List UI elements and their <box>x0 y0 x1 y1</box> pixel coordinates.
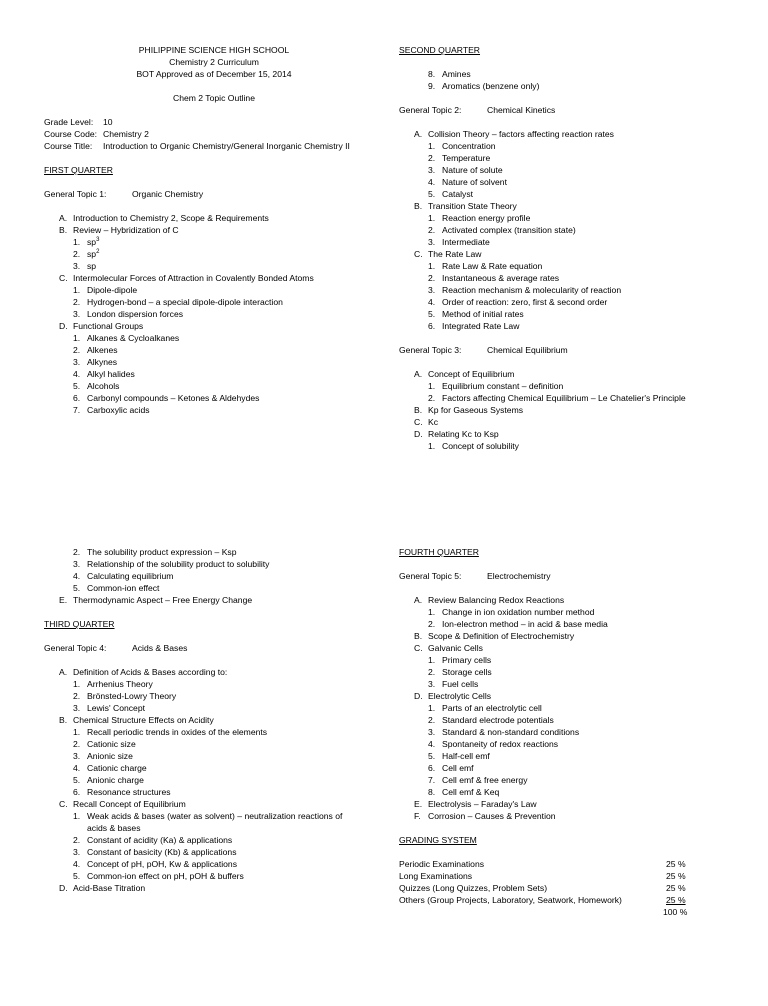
list-text: Brönsted-Lowry Theory <box>87 691 177 701</box>
sub-list-item <box>399 786 739 798</box>
approval-line: BOT Approved as of December 15, 2014 <box>136 69 292 79</box>
sub-list-item <box>44 762 384 774</box>
list-marker: 1. <box>73 811 81 821</box>
list-text: Concentration <box>442 141 496 151</box>
list-text: Lewis' Concept <box>87 703 146 713</box>
course-info-row: Course Code: Chemistry 2 <box>44 129 149 139</box>
sub-list-item <box>44 558 384 570</box>
topic-4-heading: General Topic 4: Acids & Bases <box>44 643 188 653</box>
list-text: Amines <box>442 69 471 79</box>
list-text: Method of initial rates <box>442 309 524 319</box>
list-marker: 1. <box>428 703 436 713</box>
list-marker: 7. <box>428 775 436 785</box>
sub-list-item <box>44 380 384 392</box>
sub-list-item <box>44 368 384 380</box>
list-text: Intermediate <box>442 237 490 247</box>
sub-list-item <box>399 714 739 726</box>
third-quarter-heading: THIRD QUARTER <box>44 619 115 629</box>
list-text: Cationic size <box>87 739 136 749</box>
list-marker: F. <box>414 811 421 821</box>
list-text: Kp for Gaseous Systems <box>428 405 524 415</box>
list-marker: 1. <box>73 237 81 247</box>
sub-list-item <box>399 188 739 200</box>
sub-list-item <box>399 606 739 618</box>
list-text: Review Balancing Redox Reactions <box>428 595 565 605</box>
sub-list-item <box>399 392 739 404</box>
list-text: Half-cell emf <box>442 751 490 761</box>
sub-list-item <box>399 750 739 762</box>
first-quarter-heading: FIRST QUARTER <box>44 165 113 175</box>
sub-list-item <box>44 236 384 248</box>
list-item <box>44 272 384 284</box>
sub-list-item <box>399 212 739 224</box>
list-item <box>44 666 384 678</box>
list-marker: C. <box>414 249 423 259</box>
list-marker: 5. <box>428 751 436 761</box>
list-marker: 2. <box>73 249 81 259</box>
list-marker: D. <box>59 883 68 893</box>
list-marker: 2. <box>73 691 81 701</box>
sub-list-item <box>399 164 739 176</box>
topic-2-heading: General Topic 2: Chemical Kinetics <box>399 105 556 115</box>
list-marker: B. <box>59 225 68 235</box>
sub-list-item <box>399 296 739 308</box>
list-text: Arrhenius Theory <box>87 679 153 689</box>
list-text: Anionic size <box>87 751 133 761</box>
list-item <box>44 320 384 332</box>
list-text: Storage cells <box>442 667 492 677</box>
grading-row: Others (Group Projects, Laboratory, Seatwork, Homework) 25 % <box>399 895 686 905</box>
topic-3-list <box>399 368 739 452</box>
sub-list-item <box>399 726 739 738</box>
school-name: PHILIPPINE SCIENCE HIGH SCHOOL <box>138 45 290 55</box>
list-marker: 8. <box>428 69 436 79</box>
list-text: Alkanes & Cycloalkanes <box>87 333 180 343</box>
sub-list-item <box>399 272 739 284</box>
list-marker: B. <box>59 715 68 725</box>
list-marker: C. <box>414 417 423 427</box>
list-item <box>399 428 739 440</box>
list-marker: 5. <box>73 871 81 881</box>
list-text: Concept of Equilibrium <box>428 369 515 379</box>
list-text: Carboxylic acids <box>87 405 150 415</box>
list-text: Relationship of the solubility product to solubility <box>87 559 270 569</box>
list-marker: 4. <box>73 369 81 379</box>
list-marker: 4. <box>428 297 436 307</box>
list-text: Calculating equilibrium <box>87 571 174 581</box>
sub-list-item <box>399 68 739 80</box>
list-text: Functional Groups <box>73 321 144 331</box>
sub-list-item <box>44 582 384 594</box>
list-text: $sp^2$ <box>87 249 100 259</box>
list-marker: B. <box>414 631 423 641</box>
list-text: Recall Concept of Equilibrium <box>73 799 186 809</box>
list-marker: A. <box>414 369 423 379</box>
list-text: Reaction mechanism & molecularity of reaction <box>442 285 622 295</box>
list-marker: 2. <box>428 393 436 403</box>
course-info <box>44 116 384 152</box>
list-marker: 2. <box>73 739 81 749</box>
list-marker: 2. <box>428 619 436 629</box>
list-text: Galvanic Cells <box>428 643 483 653</box>
sub-list-item <box>44 356 384 368</box>
list-text: Introduction to Chemistry 2, Scope & Requirements <box>73 213 269 223</box>
list-text: Equilibrium constant – definition <box>442 381 564 391</box>
sub-list-item <box>44 834 384 846</box>
left-column-bottom <box>44 546 384 894</box>
list-text: Catalyst <box>442 189 474 199</box>
list-text: Electrolysis – Faraday's Law <box>428 799 537 809</box>
grading-row: Long Examinations 25 % <box>399 871 686 881</box>
list-marker: 3. <box>428 237 436 247</box>
list-marker: 6. <box>428 763 436 773</box>
list-item <box>399 128 739 140</box>
list-text: Recall periodic trends in oxides of the elements <box>87 727 268 737</box>
sub-list-item <box>44 690 384 702</box>
list-text: Aromatics (benzene only) <box>442 81 540 91</box>
list-text: Integrated Rate Law <box>442 321 520 331</box>
list-marker: 1. <box>428 141 436 151</box>
list-text: Concept of solubility <box>442 441 519 451</box>
list-text: Kc <box>428 417 439 427</box>
sub-list-item <box>44 404 384 416</box>
list-marker: 3. <box>428 727 436 737</box>
list-marker: 4. <box>428 739 436 749</box>
sub-list-item <box>44 702 384 714</box>
list-text: Hydrogen-bond – a special dipole-dipole interaction <box>87 297 283 307</box>
list-text: Weak acids & bases (water as solvent) – neutralization reactions of <box>87 811 343 821</box>
list-item <box>44 212 384 224</box>
grading-table <box>399 858 739 918</box>
list-text: Instantaneous & average rates <box>442 273 560 283</box>
list-text: Collision Theory – factors affecting reaction rates <box>428 129 614 139</box>
list-text: Scope & Definition of Electrochemistry <box>428 631 575 641</box>
list-text: Alcohols <box>87 381 120 391</box>
list-text: Concept of pH, pOH, Kw & applications <box>87 859 237 869</box>
list-marker: 1. <box>428 655 436 665</box>
first-quarter-list <box>44 212 384 416</box>
list-marker: 2. <box>428 715 436 725</box>
list-marker: 6. <box>73 787 81 797</box>
list-marker: C. <box>59 799 68 809</box>
list-item <box>399 690 739 702</box>
sub-list-item <box>399 176 739 188</box>
list-marker: B. <box>414 405 423 415</box>
sub-list-item <box>44 260 384 272</box>
list-marker: 5. <box>73 583 81 593</box>
list-marker: 3. <box>428 679 436 689</box>
list-marker: 5. <box>428 189 436 199</box>
sub-list-item <box>44 846 384 858</box>
list-text: Dipole-dipole <box>87 285 138 295</box>
sub-list-item <box>399 140 739 152</box>
grading-row: Quizzes (Long Quizzes, Problem Sets) 25 % <box>399 883 686 893</box>
second-quarter-heading: SECOND QUARTER <box>399 45 481 55</box>
sub-list-item <box>44 738 384 750</box>
topic-1-heading: General Topic 1: Organic Chemistry <box>44 189 204 199</box>
list-marker: 2. <box>428 667 436 677</box>
list-item <box>399 642 739 654</box>
list-text: Factors affecting Chemical Equilibrium – Le Chatelier's Principle <box>442 393 686 403</box>
list-text: The solubility product expression – Ksp <box>87 547 237 557</box>
second-quarter-continued-list <box>399 68 739 92</box>
list-marker: E. <box>59 595 68 605</box>
topic-5-list <box>399 594 739 822</box>
list-text: Common-ion effect <box>87 583 160 593</box>
list-marker: C. <box>59 273 68 283</box>
curriculum-title: Chemistry 2 Curriculum <box>169 57 259 67</box>
list-text: Carbonyl compounds – Ketones & Aldehydes <box>87 393 260 403</box>
sub-list-item <box>44 392 384 404</box>
list-marker: 1. <box>73 333 81 343</box>
sub-list-item <box>44 248 384 260</box>
sub-list-item <box>399 774 739 786</box>
list-marker: 1. <box>73 285 81 295</box>
sub-list-item <box>44 870 384 882</box>
list-marker: 3. <box>73 357 81 367</box>
list-marker: 3. <box>73 703 81 713</box>
list-text: sp <box>87 261 97 271</box>
sub-list-item <box>399 702 739 714</box>
topic-2-list <box>399 128 739 332</box>
grading-heading: GRADING SYSTEM <box>399 835 477 845</box>
list-text: Nature of solute <box>442 165 503 175</box>
list-marker: D. <box>414 691 423 701</box>
sub-list-item <box>399 380 739 392</box>
list-text: Transition State Theory <box>428 201 517 211</box>
list-text: Anionic charge <box>87 775 144 785</box>
list-text: Cell emf & free energy <box>442 775 528 785</box>
fourth-quarter-heading: FOURTH QUARTER <box>399 547 479 557</box>
list-text: Common-ion effect on pH, pOH & buffers <box>87 871 244 881</box>
list-item <box>44 224 384 236</box>
sub-list-item <box>399 440 739 452</box>
list-marker: D. <box>414 429 423 439</box>
sub-list-item <box>399 260 739 272</box>
list-marker: 3. <box>73 261 81 271</box>
list-marker: 4. <box>428 177 436 187</box>
list-text: Acid-Base Titration <box>73 883 146 893</box>
list-text: Standard & non-standard conditions <box>442 727 580 737</box>
list-marker: 1. <box>73 679 81 689</box>
list-text: London dispersion forces <box>87 309 184 319</box>
list-item <box>399 630 739 642</box>
list-marker: 2. <box>73 345 81 355</box>
right-column-top <box>399 44 739 452</box>
list-marker: 5. <box>73 775 81 785</box>
topic-5-heading: General Topic 5: Electrochemistry <box>399 571 551 581</box>
list-item <box>399 404 739 416</box>
list-item <box>399 200 739 212</box>
list-text: Cell emf <box>442 763 474 773</box>
list-item <box>44 798 384 810</box>
list-marker: 9. <box>428 81 436 91</box>
sub-list-item <box>399 618 739 630</box>
list-text: Constant of acidity (Ka) & applications <box>87 835 233 845</box>
list-text: Primary cells <box>442 655 492 665</box>
list-marker: 1. <box>428 213 436 223</box>
sub-list-item <box>44 810 384 822</box>
sub-list-item <box>399 738 739 750</box>
list-text: Review – Hybridization of C <box>73 225 179 235</box>
list-item <box>399 416 739 428</box>
sub-list-item <box>399 320 739 332</box>
list-text: Resonance structures <box>87 787 171 797</box>
list-text: Corrosion – Causes & Prevention <box>428 811 556 821</box>
list-item <box>399 248 739 260</box>
list-marker: E. <box>414 799 423 809</box>
list-marker: 1. <box>428 381 436 391</box>
right-column-bottom <box>399 546 739 918</box>
list-item <box>44 714 384 726</box>
outline-title: Chem 2 Topic Outline <box>172 93 255 103</box>
sub-list-item <box>399 152 739 164</box>
second-quarter-cont-list <box>44 546 384 606</box>
list-marker: 4. <box>73 571 81 581</box>
list-marker: A. <box>414 595 423 605</box>
list-text: Thermodynamic Aspect – Free Energy Change <box>73 595 253 605</box>
left-column-top <box>44 44 384 416</box>
list-marker: 6. <box>73 393 81 403</box>
topic-3-heading: General Topic 3: Chemical Equilibrium <box>399 345 568 355</box>
list-marker: 3. <box>73 847 81 857</box>
sub-list-item <box>44 308 384 320</box>
list-marker: 3. <box>428 285 436 295</box>
list-marker: 3. <box>73 309 81 319</box>
list-marker: D. <box>59 321 68 331</box>
list-marker: 3. <box>73 751 81 761</box>
list-text: The Rate Law <box>428 249 482 259</box>
list-text: Nature of solvent <box>442 177 507 187</box>
list-item <box>399 810 739 822</box>
sub-list-item <box>44 284 384 296</box>
sub-list-item <box>399 654 739 666</box>
list-marker: C. <box>414 643 423 653</box>
sub-list-item <box>44 332 384 344</box>
list-marker: 1. <box>428 261 436 271</box>
list-text: Ion-electron method – in acid & base media <box>442 619 608 629</box>
list-text: Intermolecular Forces of Attraction in Covalently Bonded Atoms <box>73 273 314 283</box>
list-marker: 2. <box>73 835 81 845</box>
list-text: Change in ion oxidation number method <box>442 607 595 617</box>
list-marker: B. <box>414 201 423 211</box>
list-marker: 8. <box>428 787 436 797</box>
list-marker: 2. <box>73 547 81 557</box>
sub-list-item <box>399 80 739 92</box>
sub-list-item <box>44 546 384 558</box>
list-marker: 5. <box>428 309 436 319</box>
list-text: Constant of basicity (Kb) & applications <box>87 847 237 857</box>
list-text: Activated complex (transition state) <box>442 225 576 235</box>
list-marker: 6. <box>428 321 436 331</box>
sub-list-item <box>399 236 739 248</box>
list-text: Order of reaction: zero, first & second order <box>442 297 608 307</box>
sub-list-item <box>44 726 384 738</box>
sub-list-item <box>44 678 384 690</box>
list-marker: A. <box>59 667 68 677</box>
list-marker: 3. <box>428 165 436 175</box>
list-marker: 5. <box>73 381 81 391</box>
list-item <box>399 798 739 810</box>
list-marker: 1. <box>428 441 436 451</box>
sub-list-item <box>399 308 739 320</box>
course-info-row: Course Title: Introduction to Organic Chemistry/General Inorganic Chemistry II <box>44 141 350 151</box>
list-text: Cell emf & Keq <box>442 787 500 797</box>
list-marker: 1. <box>73 727 81 737</box>
sub-list-item <box>399 678 739 690</box>
list-marker: A. <box>414 129 423 139</box>
list-text: Definition of Acids & Bases according to: <box>73 667 228 677</box>
list-text: Spontaneity of redox reactions <box>442 739 559 749</box>
list-marker: 4. <box>73 859 81 869</box>
list-text: Chemical Structure Effects on Acidity <box>73 715 214 725</box>
list-text: Relating Kc to Ksp <box>428 429 499 439</box>
list-item <box>399 594 739 606</box>
list-text: Rate Law & Rate equation <box>442 261 543 271</box>
sub-list-item <box>399 666 739 678</box>
topic-4-list <box>44 666 384 894</box>
sub-list-item <box>399 224 739 236</box>
sub-list-item <box>399 284 739 296</box>
list-text: Fuel cells <box>442 679 479 689</box>
sub-list-item <box>44 750 384 762</box>
list-marker: 2. <box>73 297 81 307</box>
list-marker: 1. <box>428 607 436 617</box>
sub-list-item <box>44 570 384 582</box>
grading-row: Periodic Examinations 25 % <box>399 859 686 869</box>
sub-list-item <box>44 858 384 870</box>
list-item <box>44 882 384 894</box>
sub-list-item <box>44 296 384 308</box>
list-marker: 3. <box>73 559 81 569</box>
list-marker: 2. <box>428 225 436 235</box>
grading-total-row: 100 % <box>663 907 688 917</box>
list-marker: 2. <box>428 153 436 163</box>
list-text: Standard electrode potentials <box>442 715 554 725</box>
list-text: Parts of an electrolytic cell <box>442 703 542 713</box>
list-marker: 2. <box>428 273 436 283</box>
sub-list-item <box>44 344 384 356</box>
list-text: $sp^3$ <box>87 237 100 247</box>
list-text: Cationic charge <box>87 763 147 773</box>
list-item <box>399 368 739 380</box>
list-item <box>44 594 384 606</box>
sub-list-item <box>44 786 384 798</box>
list-marker: 7. <box>73 405 81 415</box>
list-marker: 4. <box>73 763 81 773</box>
course-info-row: Grade Level: 10 <box>44 117 113 127</box>
list-text: Alkenes <box>87 345 118 355</box>
sub-list-item-continuation: acids & bases <box>87 823 141 833</box>
list-marker: A. <box>59 213 68 223</box>
sub-list-item <box>399 762 739 774</box>
list-text: Electrolytic Cells <box>428 691 492 701</box>
list-text: Reaction energy profile <box>442 213 531 223</box>
list-text: Alkynes <box>87 357 118 367</box>
sub-list-item <box>44 774 384 786</box>
list-text: Alkyl halides <box>87 369 135 379</box>
list-text: Temperature <box>442 153 491 163</box>
